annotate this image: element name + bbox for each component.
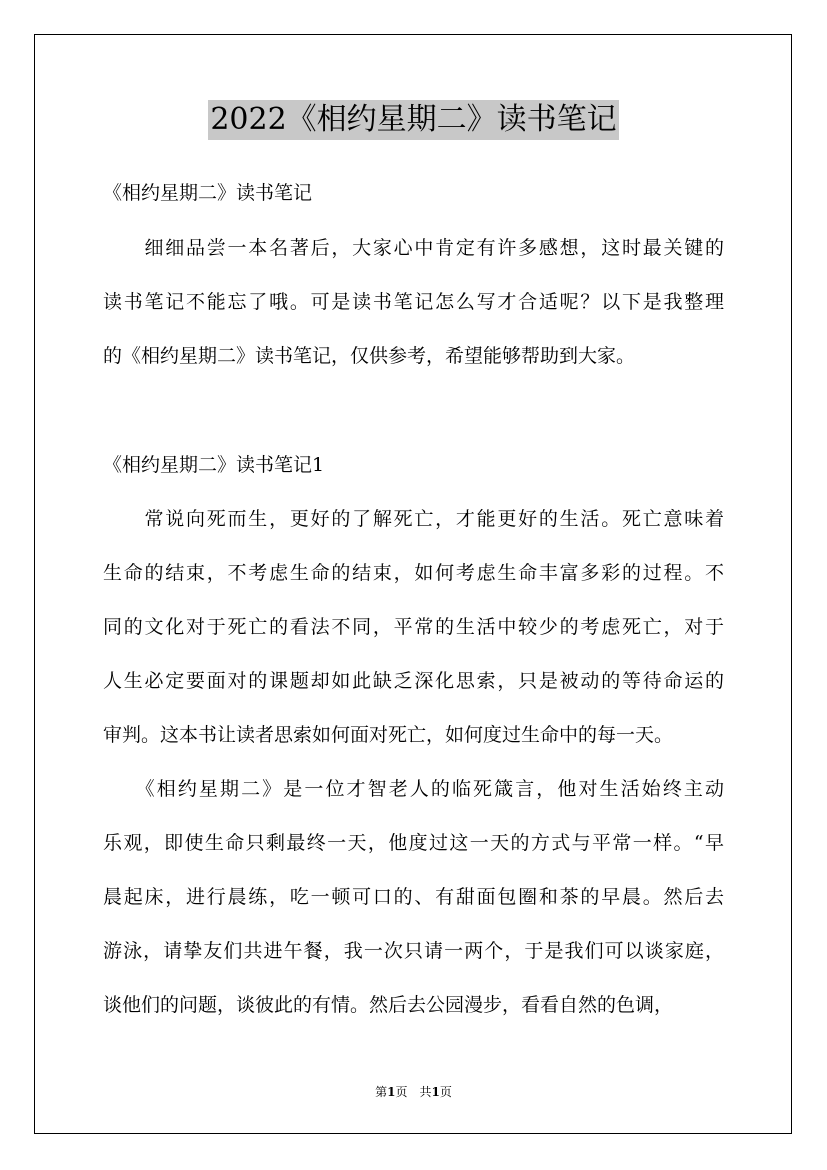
paragraph1-line-2: 生命的结束，不考虑生命的结束，如何考虑生命丰富多彩的过程。不 <box>103 562 724 584</box>
paragraph2-line-2: 乐观，即使生命只剩最终一天，他度过这一天的方式与平常一样。“早 <box>103 832 724 854</box>
paragraph1-line-1: 常说向死而生，更好的了解死亡，才能更好的生活。死亡意味着 <box>103 508 724 530</box>
title-container <box>0 100 827 140</box>
paragraph2-line-3: 晨起床，进行晨练，吃一顿可口的、有甜面包圈和茶的早晨。然后去 <box>103 886 724 908</box>
intro-line-2: 读书笔记不能忘了哦。可是读书笔记怎么写才合适呢？以下是我整理 <box>103 291 724 313</box>
intro-line-1: 细细品尝一本名著后，大家心中肯定有许多感想，这时最关键的 <box>103 237 724 259</box>
paragraph2-line-4: 游泳，请挚友们共进午餐，我一次只请一两个，于是我们可以谈家庭， <box>103 940 724 962</box>
document-title: 2022《相约星期二》读书笔记 <box>208 100 618 140</box>
footer-page-total: 1 <box>431 1085 440 1099</box>
paragraph1-line-5: 审判。这本书让读者思索如何面对死亡，如何度过生命中的每一天。 <box>103 724 674 746</box>
intro-line-3: 的《相约星期二》读书笔记，仅供参考，希望能够帮助到大家。 <box>103 345 636 367</box>
section-heading: 《相约星期二》读书笔记1 <box>103 454 325 476</box>
paragraph1-line-4: 人生必定要面对的课题却如此缺乏深化思索，只是被动的等待命运的 <box>103 670 724 692</box>
page-footer <box>0 1084 827 1100</box>
paragraph2-line-5: 谈他们的问题，谈彼此的有情。然后去公园漫步，看看自然的色调， <box>103 994 674 1016</box>
footer-page-number: 1 <box>387 1085 396 1099</box>
paragraph2-line-1: 《相约星期二》是一位才智老人的临死箴言，他对生活始终主动 <box>103 778 724 800</box>
document-subtitle: 《相约星期二》读书笔记 <box>103 182 313 204</box>
footer-mid: 页 共 <box>395 1085 432 1099</box>
paragraph1-line-3: 同的文化对于死亡的看法不同，平常的生活中较少的考虑死亡，对于 <box>103 616 724 638</box>
footer-suffix: 页 <box>439 1085 452 1099</box>
footer-prefix: 第 <box>375 1085 388 1099</box>
